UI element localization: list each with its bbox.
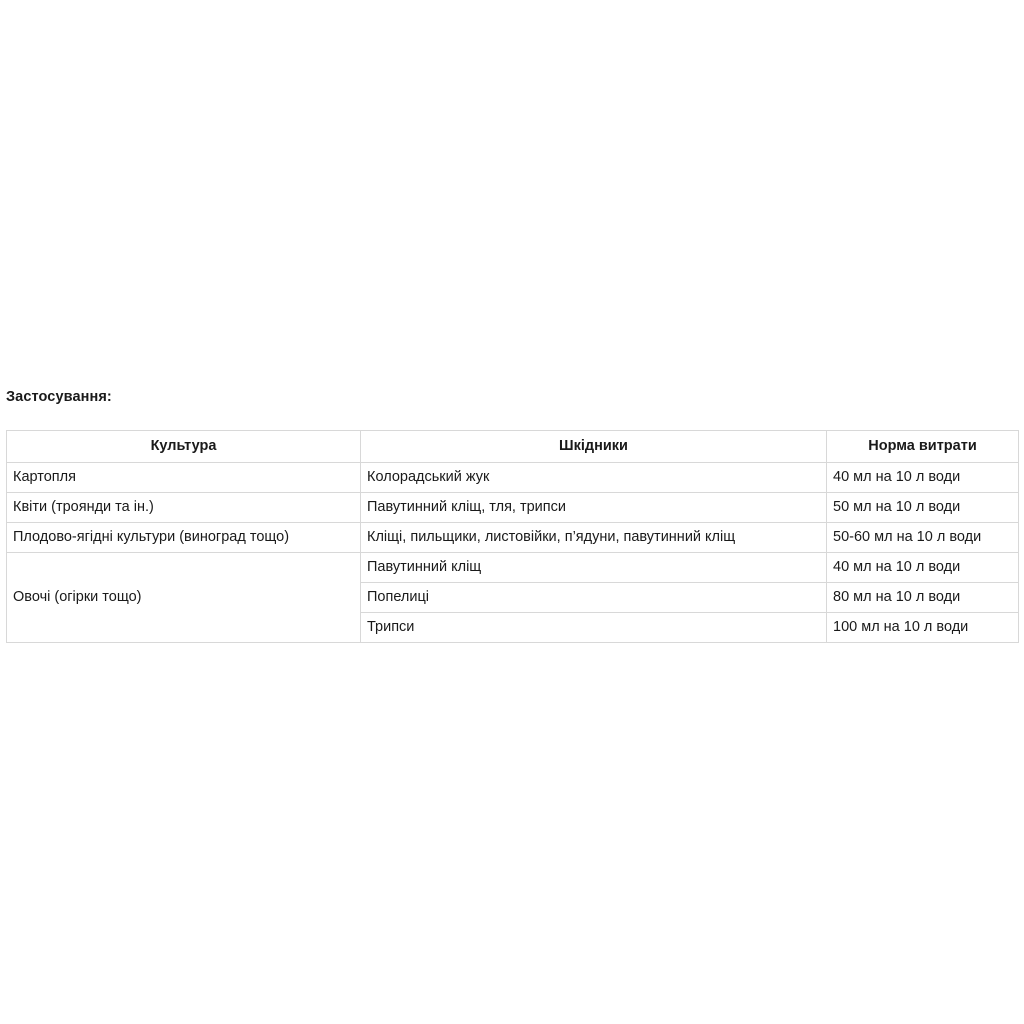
cell-culture-vegetables: Овочі (огірки тощо) [7,553,361,643]
table-row [7,553,1019,583]
section-heading: Застосування: [6,389,112,405]
column-header-rate: Норма витрати [827,431,1019,463]
cell-culture: Квіти (троянди та ін.) [7,493,361,523]
cell-rate: 40 мл на 10 л води [827,463,1019,493]
cell-pests: Кліщі, пильщики, листовійки, п’ядуни, павутинний кліщ [361,523,827,553]
cell-pests: Трипси [361,613,827,643]
table-row [7,463,1019,493]
table-header-row [7,431,1019,463]
table-row [7,523,1019,553]
cell-pests: Павутинний кліщ, тля, трипси [361,493,827,523]
column-header-pests: Шкідники [361,431,827,463]
table-header [7,431,1019,463]
cell-rate: 100 мл на 10 л води [827,613,1019,643]
cell-pests: Попелиці [361,583,827,613]
table-row [7,493,1019,523]
cell-culture: Картопля [7,463,361,493]
application-table [6,430,1019,643]
cell-pests: Павутинний кліщ [361,553,827,583]
cell-rate: 50 мл на 10 л води [827,493,1019,523]
cell-pests: Колорадський жук [361,463,827,493]
application-table-wrapper [6,430,1018,643]
table-body [7,463,1019,643]
cell-rate: 40 мл на 10 л води [827,553,1019,583]
cell-rate: 80 мл на 10 л води [827,583,1019,613]
cell-culture: Плодово-ягідні культури (виноград тощо) [7,523,361,553]
column-header-culture: Культура [7,431,361,463]
cell-rate: 50-60 мл на 10 л води [827,523,1019,553]
